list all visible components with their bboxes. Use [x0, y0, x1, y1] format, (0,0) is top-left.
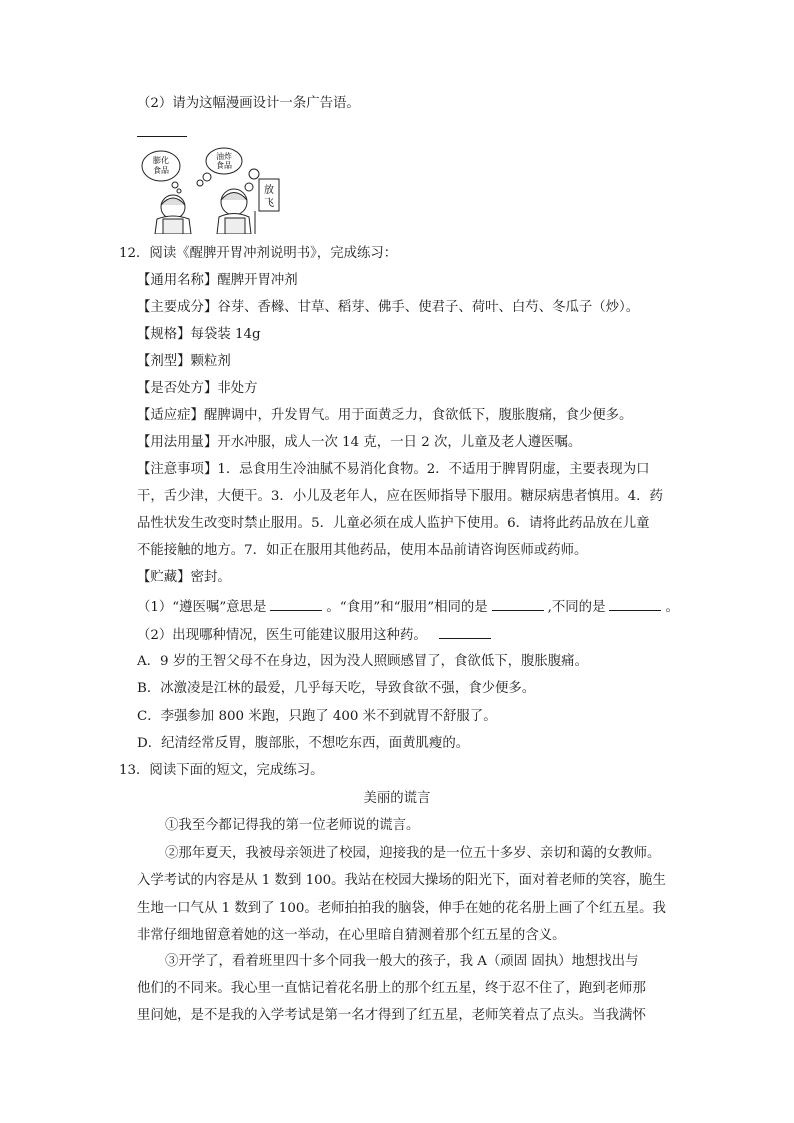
passage-line: 里问她，是不是我的入学考试是第一名才得到了红五星，老师笑着点了点头。当我满怀: [137, 1008, 646, 1023]
question-12-intro: 12．阅读《醒脾开胃冲剂说明书》，完成练习：: [119, 246, 398, 261]
spec-usage: 【用法用量】开水冲服，成人一次 14 克，一日 2 次，儿童及老人遵医嘱。: [137, 435, 582, 450]
option-d: D．纪清经常反胃，腹部胀，不想吃东西，面黄肌瘦的。: [137, 736, 470, 751]
option-c: C．李强参加 800 米跑，只跑了 400 米不到就胃不舒服了。: [137, 709, 497, 724]
question-11-sub2: （2）请为这幅漫画设计一条广告语。: [137, 96, 360, 111]
answer-blank[interactable]: [492, 597, 544, 611]
sign-text-1: 放: [264, 185, 274, 196]
passage-line: ①我至今都记得我的第一位老师说的谎言。: [165, 818, 420, 833]
question-13-intro: 13．阅读下面的短文，完成练习。: [119, 763, 324, 778]
passage-line: 入学考试的内容是从 1 数到 100。我站在校园大操场的阳光下，面对着老师的笑容，脆生: [137, 873, 666, 888]
spec-notes-line: 品性状发生改变时禁止服用。5．儿童必须在成人监护下使用。6．请将此药品放在儿童: [137, 516, 650, 531]
passage-line: 非常仔细地留意着她的这一举动，在心里暗自猜测着那个红五星的含义。: [137, 928, 566, 943]
sub1-part-a: （1）“遵医嘱”意思是: [137, 600, 267, 615]
spec-notes-line: 不能接触的地方。7．如正在服用其他药品，使用本品前请咨询医师或药师。: [137, 543, 588, 558]
question-12-sub2: [137, 625, 495, 645]
option-b: B．冰激凌是江林的最爱，几乎每天吃，导致食欲不强，食少便多。: [137, 681, 536, 696]
answer-blank[interactable]: [609, 597, 661, 611]
answer-blank[interactable]: [270, 597, 322, 611]
passage-line: 生地一口气从 1 数到了 100。老师拍拍我的脑袋，伸手在她的花名册上画了个红五星。我: [137, 901, 666, 916]
sign-text-2: 飞: [264, 198, 274, 209]
bubble-right-text-2: 食品: [216, 161, 232, 170]
bubble-left-text-2: 食品: [153, 166, 169, 175]
cartoon-illustration: [137, 147, 287, 234]
passage-line: 他们的不同来。我心里一直惦记着花名册上的那个红五星，终于忍不住了，跑到老师那: [137, 981, 646, 996]
sub1-part-b: 。“食用”和“服用”相同的是: [326, 600, 488, 615]
spec-storage: 【贮藏】密封。: [137, 570, 231, 585]
spec-name: 【通用名称】醒脾开胃冲剂: [137, 273, 298, 288]
bubble-left-text-1: 膨化: [153, 156, 169, 165]
answer-blank[interactable]: [439, 625, 491, 639]
bubble-right-text-1: 油炸: [216, 152, 232, 161]
spec-form: 【剂型】颗粒剂: [137, 354, 231, 369]
sub1-part-d: 。: [665, 600, 679, 615]
passage-line: ③开学了，看着班里四十多个同我一般大的孩子，我 A（顽固 固执）地想找出与: [165, 954, 639, 969]
question-12-sub1: [137, 597, 679, 617]
spec-size: 【规格】每袋装 14g: [137, 327, 261, 342]
sub2-text: （2）出现哪种情况，医生可能建议服用这种药。: [137, 628, 427, 643]
passage-line: ②那年夏天，我被母亲领进了校园，迎接我的是一位五十多岁、亲切和蔼的女教师。: [165, 846, 661, 861]
spec-notes-line: 干，舌少津，大便干。3．小儿及老年人，应在医师指导下服用。糖尿病患者慎用。4．药: [137, 489, 663, 504]
spec-notes-line: 【注意事项】1．忌食用生冷油腻不易消化食物。2．不适用于脾胃阴虚，主要表现为口: [137, 462, 650, 477]
spec-prescription: 【是否处方】非处方: [137, 381, 258, 396]
passage-title: 美丽的谎言: [363, 791, 431, 806]
answer-line: [137, 136, 187, 137]
spec-indication: 【适应症】醒脾调中，升发胃气。用于面黄乏力，食欲低下，腹胀腹痛，食少便多。: [137, 408, 633, 423]
option-a: A．9 岁的王智父母不在身边，因为没人照顾感冒了，食欲低下，腹胀腹痛。: [137, 654, 588, 669]
sub1-part-c: ,不同的是: [547, 600, 606, 615]
spec-ingredients: 【主要成分】谷芽、香橼、甘草、稻芽、佛手、使君子、荷叶、白芍、冬瓜子（炒）。: [137, 300, 640, 315]
